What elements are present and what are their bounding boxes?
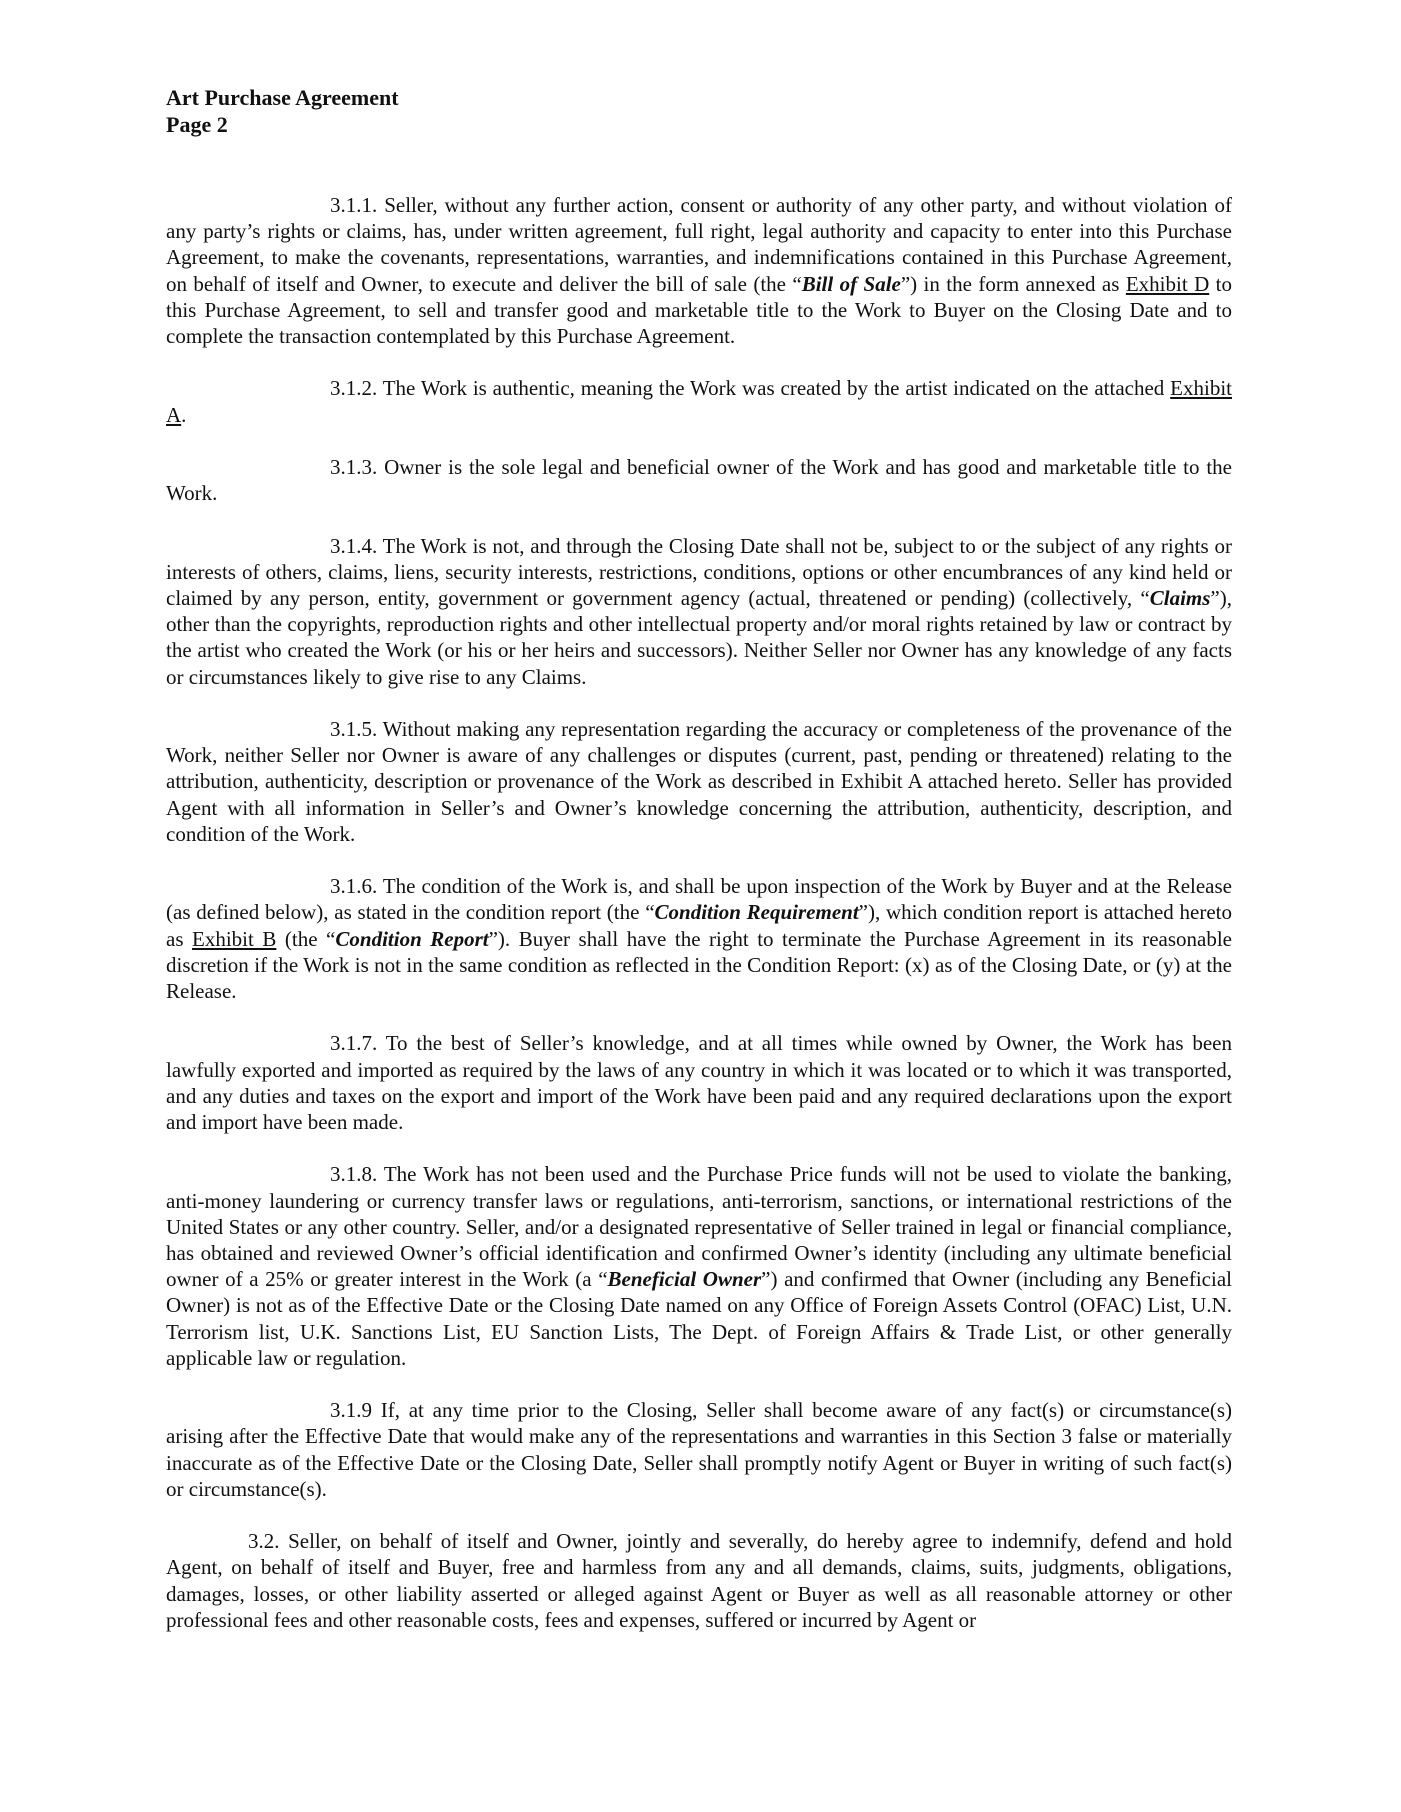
page-header (166, 84, 399, 138)
paragraph-3-1-9: 3.1.9 If, at any time prior to the Closing, Seller shall become aware of any fact(s) or circumstance(s) arising after the Effective Date that would make any of the representations and warranties in this Section 3 false or materially inaccurate as of the Effective Date or the Closing Date, Seller shall promptly notify Agent or Buyer in writing of such fact(s) or circumstance(s). (166, 1398, 1232, 1501)
paragraph-3-1-4: 3.1.4. The Work is not, and through the Closing Date shall not be, subject to or the subject of any rights or interests of others, claims, liens, security interests, restrictions, conditions, options or other encumbrances of any kind held or claimed by any person, entity, government or government agency (actual, threatened or pending) (collectively, “Claims”), other than the copyrights, reproduction rights and other intellectual property and/or moral rights retained by law or contract by the artist who created the Work (or his or her heirs and successors). Neither Seller nor Owner has any knowledge of any facts or circumstances likely to give rise to any Claims. (166, 533, 1232, 689)
exhibit-d-reference: Exhibit D (1125, 271, 1210, 296)
defined-term-condition-report: Condition Report (335, 926, 489, 951)
paragraph-3-1-7: 3.1.7. To the best of Seller’s knowledge, and at all times while owned by Owner, the Work has been lawfully exported and imported as required by the laws of any country in which it was located or to which it was transported, and any duties and taxes on the export and import of the Work have been paid and any required declarations upon the export and import have been made. (166, 1031, 1232, 1135)
document-title: Art Purchase Agreement (166, 85, 399, 110)
exhibit-a-reference: Exhibit A (166, 376, 1232, 427)
defined-term-bill-of-sale: Bill of Sale (801, 271, 901, 296)
paragraph-3-1-8: 3.1.8. The Work has not been used and the Purchase Price funds will not be used to violate the banking, anti-money laundering or currency transfer laws or regulations, anti-terrorism, sanctions, or international restrictions of the United States or any other country. Seller, and/or a designated representative of Seller trained in legal or financial compliance, has obtained and reviewed Owner’s official identification and confirmed Owner’s identity (including any ultimate beneficial owner of a 25% or greater interest in the Work (a “Beneficial Owner”) and confirmed that Owner (including any Beneficial Owner) is not as of the Effective Date or the Closing Date named on any Office of Foreign Assets Control (OFAC) List, U.N. Terrorism list, U.K. Sanctions List, EU Sanction Lists, The Dept. of Foreign Affairs & Trade List, or other generally applicable law or regulation. (166, 1162, 1232, 1370)
defined-term-beneficial-owner: Beneficial Owner (607, 1267, 762, 1292)
paragraph-3-1-6: 3.1.6. The condition of the Work is, and shall be upon inspection of the Work by Buyer and at the Release (as defined below), as stated in the condition report (the “Condition Requirement”), which condition report is attached hereto as Exhibit B (the “Condition Report”). Buyer shall have the right to terminate the Purchase Agreement in its reasonable discretion if the Work is not in the same condition as reflected in the Condition Report: (x) as of the Closing Date, or (y) at the Release. (166, 874, 1233, 1004)
page-number: Page 2 (166, 112, 228, 137)
exhibit-b-reference: Exhibit B (192, 926, 277, 951)
defined-term-condition-requirement: Condition Requirement (654, 900, 859, 925)
paragraph-3-1-1: 3.1.1. Seller, without any further action, consent or authority of any other party, and without violation of any party’s rights or claims, has, under written agreement, full right, legal authority and capacity to enter into this Purchase Agreement, to make the covenants, representations, warranties, and indemnifications contained in this Purchase Agreement, on behalf of itself and Owner, to execute and deliver the bill of sale (the “Bill of Sale”) in the form annexed as Exhibit D to this Purchase Agreement, to sell and transfer good and marketable title to the Work to Buyer on the Closing Date and to complete the transaction contemplated by this Purchase Agreement. (166, 193, 1232, 349)
paragraph-3-1-3: 3.1.3. Owner is the sole legal and beneficial owner of the Work and has good and marketable title to the Work. (166, 455, 1232, 506)
document-body (166, 192, 1232, 1659)
paragraph-3-2: 3.2. Seller, on behalf of itself and Owner, jointly and severally, do hereby agree to indemnify, defend and hold Agent, on behalf of itself and Buyer, free and harmless from any and all demands, claims, suits, judgments, obligations, damages, losses, or other liability asserted or alleged against Agent or Buyer as well as all reasonable attorney or other professional fees and other reasonable costs, fees and expenses, suffered or incurred by Agent or (166, 1529, 1232, 1632)
paragraph-3-1-5: 3.1.5. Without making any representation regarding the accuracy or completeness of the provenance of the Work, neither Seller nor Owner is aware of any challenges or disputes (current, past, pending or threatened) relating to the attribution, authenticity, description or provenance of the Work as described in Exhibit A attached hereto. Seller has provided Agent with all information in Seller’s and Owner’s knowledge concerning the attribution, authenticity, description, and condition of the Work. (166, 717, 1232, 846)
paragraph-3-1-2: 3.1.2. The Work is authentic, meaning the Work was created by the artist indicated on the attached Exhibit A. (166, 376, 1232, 427)
defined-term-claims: Claims (1149, 586, 1211, 610)
